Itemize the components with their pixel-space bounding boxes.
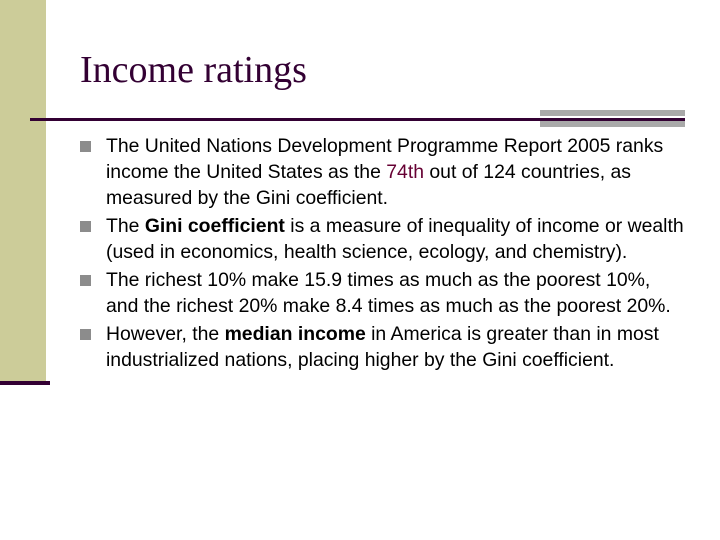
bullet-bold-term: median income [224, 323, 366, 345]
square-bullet-icon [80, 141, 91, 152]
left-accent-underline [0, 381, 50, 385]
title-accent-stripe-bottom [540, 121, 685, 127]
square-bullet-icon [80, 221, 91, 232]
bullet-bold-term: Gini coefficient [144, 215, 285, 237]
left-accent-bar [0, 0, 46, 381]
bullet-text: out of 124 countries, as measured by the Gini coefficient. [106, 161, 631, 209]
bullet-text: in America is greater than in most industrialized nations, placing higher by the Gini coefficient. [106, 323, 659, 371]
bullet-item [78, 267, 688, 319]
bullet-list [78, 133, 688, 375]
bullet-item [78, 213, 688, 265]
bullet-highlight: 74th [386, 161, 424, 183]
bullet-text: The [106, 215, 145, 237]
square-bullet-icon [80, 329, 91, 340]
bullet-item [78, 321, 688, 373]
bullet-item [78, 133, 688, 211]
bullet-text: However, the [106, 323, 225, 345]
slide-title: Income ratings [80, 49, 307, 91]
title-accent-stripe-top [540, 110, 685, 116]
square-bullet-icon [80, 275, 91, 286]
bullet-text: is a measure of inequality of income or wealth (used in economics, health science, ecology, and chemistry). [106, 215, 684, 263]
bullet-text: The richest 10% make 15.9 times as much as the poorest 10%, and the richest 20% make 8.4 times as much as the poorest 20%. [106, 269, 671, 317]
bullet-text: The United Nations Development Programme Report 2005 ranks income the United States as the [106, 135, 664, 183]
